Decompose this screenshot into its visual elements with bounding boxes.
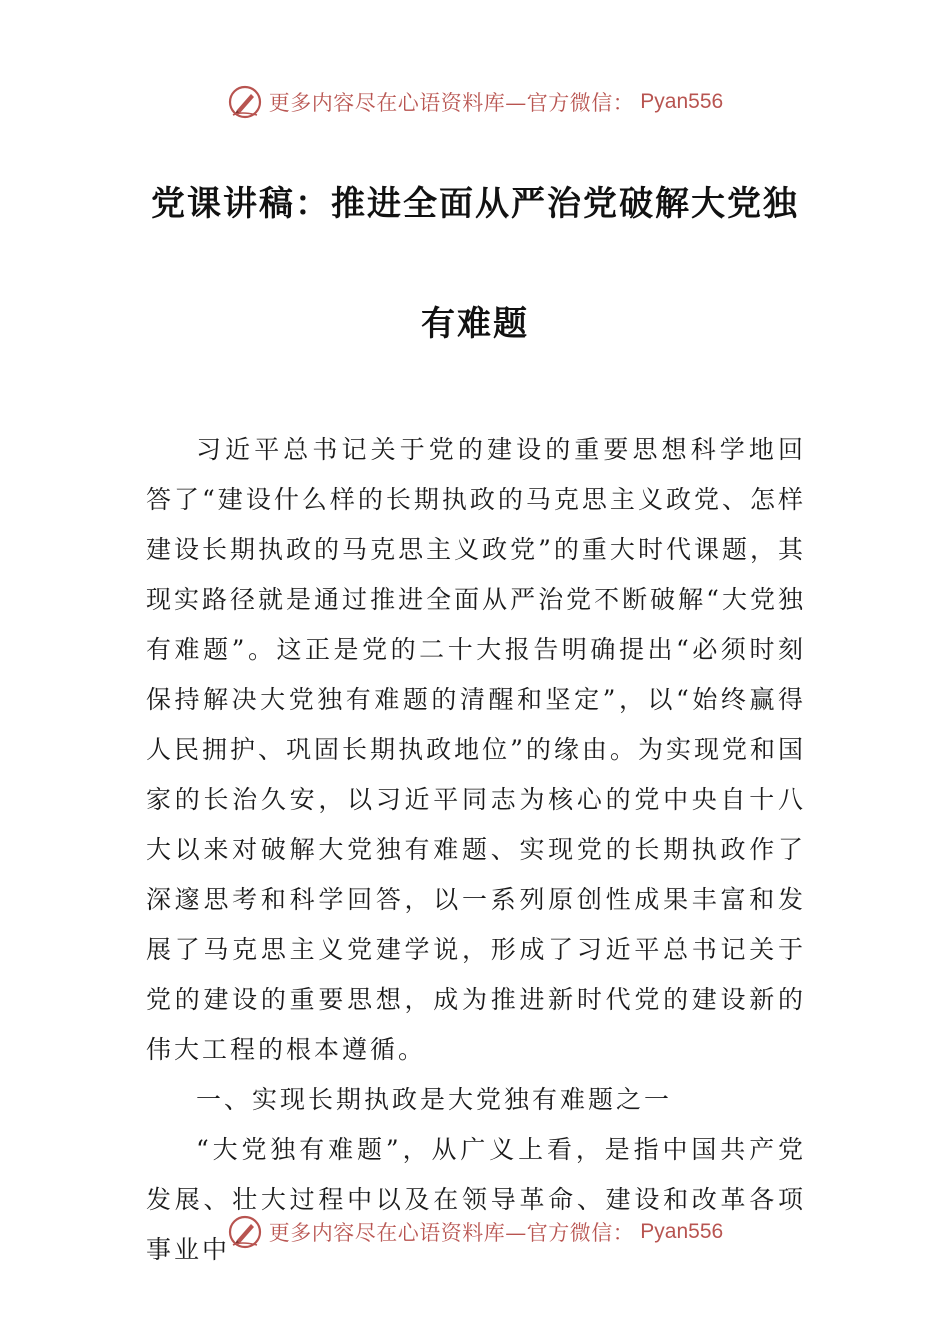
pen-logo-icon	[227, 84, 263, 120]
page-title-line-2: 有难题	[421, 304, 529, 344]
watermark-text: 更多内容尽在心语资料库—官方微信：	[268, 1221, 635, 1245]
watermark-banner-bottom	[0, 1210, 950, 1254]
watermark-id: Pyan556	[640, 90, 724, 113]
paragraph-intro: 习近平总书记关于党的建设的重要思想科学地回答了“建设什么样的长期执政的马克思主义政党、怎样建设长期执政的马克思主义政党”的重大时代课题，其现实路径就是通过推进全面从严治党不断破解“大党独有难题”。这正是党的二十大报告明确提出“必须时刻保持解决大党独有难题的清醒和坚定”，以“始终赢得人民拥护、巩固长期执政地位”的缘由。为实现党和国家的长治久安，以习近平同志为核心的党中央自十八大以来对破解大党独有难题、实现党的长期执政作了深邃思考和科学回答，以一系列原创性成果丰富和发展了马克思主义党建学说，形成了习近平总书记关于党的建设的重要思想，成为推进新时代党的建设新的伟大工程的根本遵循。	[146, 435, 806, 1064]
document-body	[146, 425, 806, 1275]
watermark-text: 更多内容尽在心语资料库—官方微信：	[268, 91, 635, 115]
watermark-banner-top	[0, 80, 950, 124]
section-heading-1: 一、实现长期执政是大党独有难题之一	[196, 1085, 673, 1114]
page-title-line-1: 党课讲稿：推进全面从严治党破解大党独	[151, 184, 799, 224]
paragraph-section-1: “大党独有难题”，从广义上看，是指中国共产党发展、壮大过程中以及在领导革命、建设和改革各项事业中	[146, 1135, 806, 1264]
watermark-id: Pyan556	[640, 1220, 724, 1243]
pen-logo-icon	[227, 1214, 263, 1250]
